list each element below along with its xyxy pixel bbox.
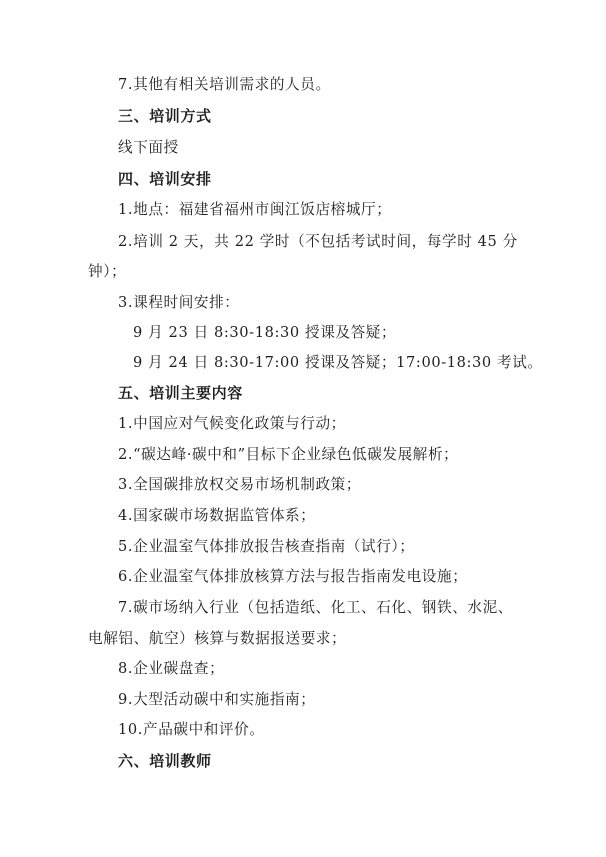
list-item: 3.课程时间安排： [118,294,240,311]
list-item: 3.全国碳排放权交易市场机制政策； [118,476,362,493]
list-item: 7.其他有相关培训需求的人员。 [118,76,331,93]
section-heading: 六、培训教师 [118,752,212,770]
list-item-continuation: 钟）； [88,263,127,280]
list-item: 7.碳市场纳入行业（包括造纸、化工、石化、钢铁、水泥、 [118,599,513,616]
list-item: 1.中国应对气候变化政策与行动； [118,415,346,432]
list-item: 2.培训 2 天，共 22 学时（不包括考试时间，每学时 45 分 [118,233,518,250]
list-item: 6.企业温室气体排放核算方法与报告指南发电设施； [118,568,468,585]
list-item: 5.企业温室气体排放报告核查指南（试行）； [118,538,415,555]
list-item: 4.国家碳市场数据监管体系； [118,507,316,524]
section-heading: 四、培训安排 [118,170,212,188]
list-item: 8.企业碳盘查； [118,660,225,677]
list-item: 1.地点：福建省福州市闽江饭店榕城厅； [118,201,392,218]
list-item: 2.“碳达峰·碳中和”目标下企业绿色低碳发展解析； [118,446,459,463]
section-heading: 三、培训方式 [118,107,212,125]
list-item-continuation: 电解铝、航空）核算与数据报送要求； [88,630,347,647]
list-item: 10.产品碳中和评价。 [118,721,265,738]
schedule-line: 9 月 24 日 8:30-17:00 授课及答疑；17:00-18:30 考试。 [133,354,543,371]
schedule-line: 9 月 23 日 8:30-18:30 授课及答疑； [133,324,397,341]
section-heading: 五、培训主要内容 [118,384,243,402]
list-item: 9.大型活动碳中和实施指南； [118,691,316,708]
paragraph: 线下面授 [118,139,179,156]
